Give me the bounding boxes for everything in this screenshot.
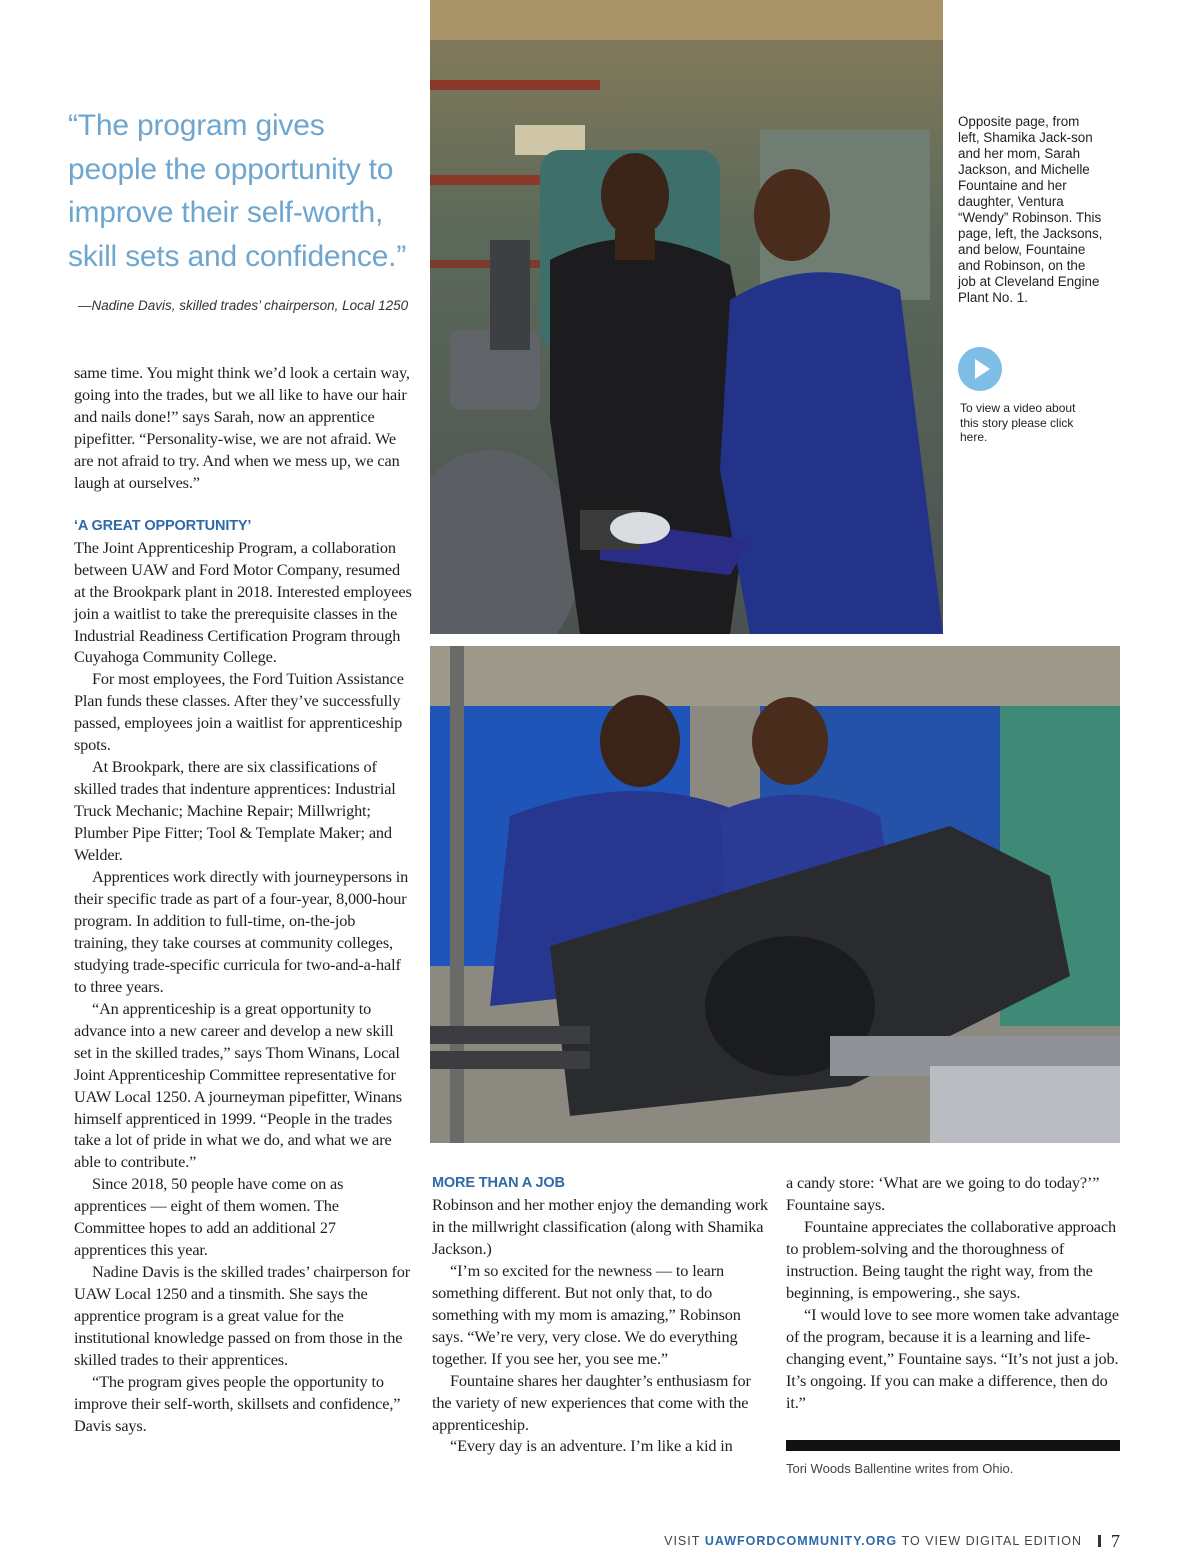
author-byline: Tori Woods Ballentine writes from Ohio. — [786, 1461, 1014, 1476]
pull-quote-attribution: —Nadine Davis, skilled trades’ chairperson, Local 1250 — [78, 298, 409, 313]
body-paragraph: Fountaine appreciates the collaborative approach to problem-solving and the thoroughness of instruction. Being taught the right way, from the beginning, is empowering., she says. — [786, 1216, 1116, 1302]
body-paragraph: “Every day is an adventure. I’m like a kid in — [450, 1436, 733, 1456]
body-paragraph: Nadine Davis is the skilled trades’ chairperson for UAW Local 1250 and a tinsmith. She says the apprentice program is a great value for the institutional knowledge passed on from those in the skilled trades to their apprentices. — [74, 1262, 411, 1369]
left-text-column — [74, 362, 412, 1437]
end-rule — [786, 1440, 1120, 1451]
page-footer — [664, 1530, 1120, 1552]
play-video-button[interactable] — [958, 347, 1002, 391]
section-subhead-great-opportunity: ‘A GREAT OPPORTUNITY’ — [74, 517, 252, 534]
photo-fountaine-robinson-at-machine — [430, 646, 1120, 1143]
body-paragraph: “An apprenticeship is a great opportunity to advance into a new career and develop a new skill set in the skilled trades,” says Thom Winans, Local Joint Apprenticeship Committee representative for UAW Local 1250. A journeyman pipefitter, Winans himself apprenticed in 1999. “People in the trades take a lot of pride in what we do, and what we are able to contribute.” — [74, 998, 402, 1172]
body-paragraph: “The program gives people the opportunity to improve their self-worth, skillsets and confidence,” Davis says. — [74, 1371, 401, 1435]
play-icon — [975, 359, 990, 379]
footer-separator — [1098, 1535, 1101, 1547]
body-paragraph: At Brookpark, there are six classifications of skilled trades that indenture apprentices: Industrial Truck Mechanic; Machine Repair; Millwright; Plumber Pipe Fitter; Tool & Template Maker; and Welder. — [74, 757, 396, 865]
footer-suffix: TO VIEW DIGITAL EDITION — [901, 1534, 1082, 1548]
right-text-column — [786, 1172, 1120, 1413]
body-paragraph: “I would love to see more women take advantage of the program, because it is a learning and life-changing event,” Fountaine says. “It’s not just a job. It’s ongoing. If you can make a difference, then do it.” — [786, 1304, 1119, 1412]
pull-quote: “The program gives people the opportunity to improve their self-worth, skill sets and confidence.” — [68, 109, 407, 273]
footer-prefix: VISIT — [664, 1534, 701, 1548]
body-paragraph: “I’m so excited for the newness — to learn something different. But not only that, to do something with my mom is amazing,” Robinson says. “We’re very, very close. We do everything together. If you see her, you see me.” — [432, 1260, 741, 1368]
intro-paragraph: same time. You might think we’d look a certain way, going into the trades, but we all like to have our hair and nails done!” says Sarah, now an apprentice pipefitter. “Personality-wise, we are not afraid. We are not afraid to try. And when we mess up, we can laugh at ourselves.” — [74, 363, 410, 492]
body-paragraph: a candy store: ‘What are we going to do today?’” Fountaine says. — [786, 1173, 1100, 1214]
section-subhead-more-than-a-job: MORE THAN A JOB — [432, 1175, 565, 1191]
middle-text-column — [432, 1172, 768, 1457]
body-paragraph: For most employees, the Ford Tuition Assistance Plan funds these classes. After they’ve successfully passed, employees join a waitlist for apprenticeship spots. — [74, 669, 404, 755]
body-paragraph: Since 2018, 50 people have come on as apprentices — eight of them women. The Committee hopes to add an additional 27 apprentices this year. — [74, 1174, 344, 1260]
photo-jacksons-at-grinder — [430, 0, 943, 634]
body-paragraph: Fountaine shares her daughter’s enthusiasm for the variety of new experiences that come with the apprenticeship. — [432, 1370, 751, 1434]
body-paragraph: The Joint Apprenticeship Program, a collaboration between UAW and Ford Motor Company, resumed at the Brookpark plant in 2018. Interested employees join a waitlist to take the prerequisite classes in the Industrial Readiness Certification Program through Cuyahoga Community College. — [74, 537, 412, 667]
body-paragraph: Apprentices work directly with journeypersons in their specific trade as part of a four-year, 8,000-hour program. In addition to full-time, on-the-job training, they take courses at community colleges, studying trade-specific curricula for two-and-a-half to three years. — [74, 867, 409, 996]
body-paragraph: Robinson and her mother enjoy the demanding work in the millwright classification (along with Shamika Jackson.) — [432, 1195, 768, 1258]
photo-caption: Opposite page, from left, Shamika Jack-son and her mom, Sarah Jackson, and Michelle Fountaine and her daughter, Ventura “Wendy” Robinson. This page, left, the Jacksons, and below, Fountaine and Robinson, on the job at Cleveland Engine Plant No. 1. — [958, 114, 1103, 305]
page-number: 7 — [1111, 1530, 1120, 1551]
footer-url-link[interactable]: UAWFORDCOMMUNITY.ORG — [704, 1534, 898, 1548]
video-link-text[interactable]: To view a video about this story please click here. — [960, 401, 1076, 444]
